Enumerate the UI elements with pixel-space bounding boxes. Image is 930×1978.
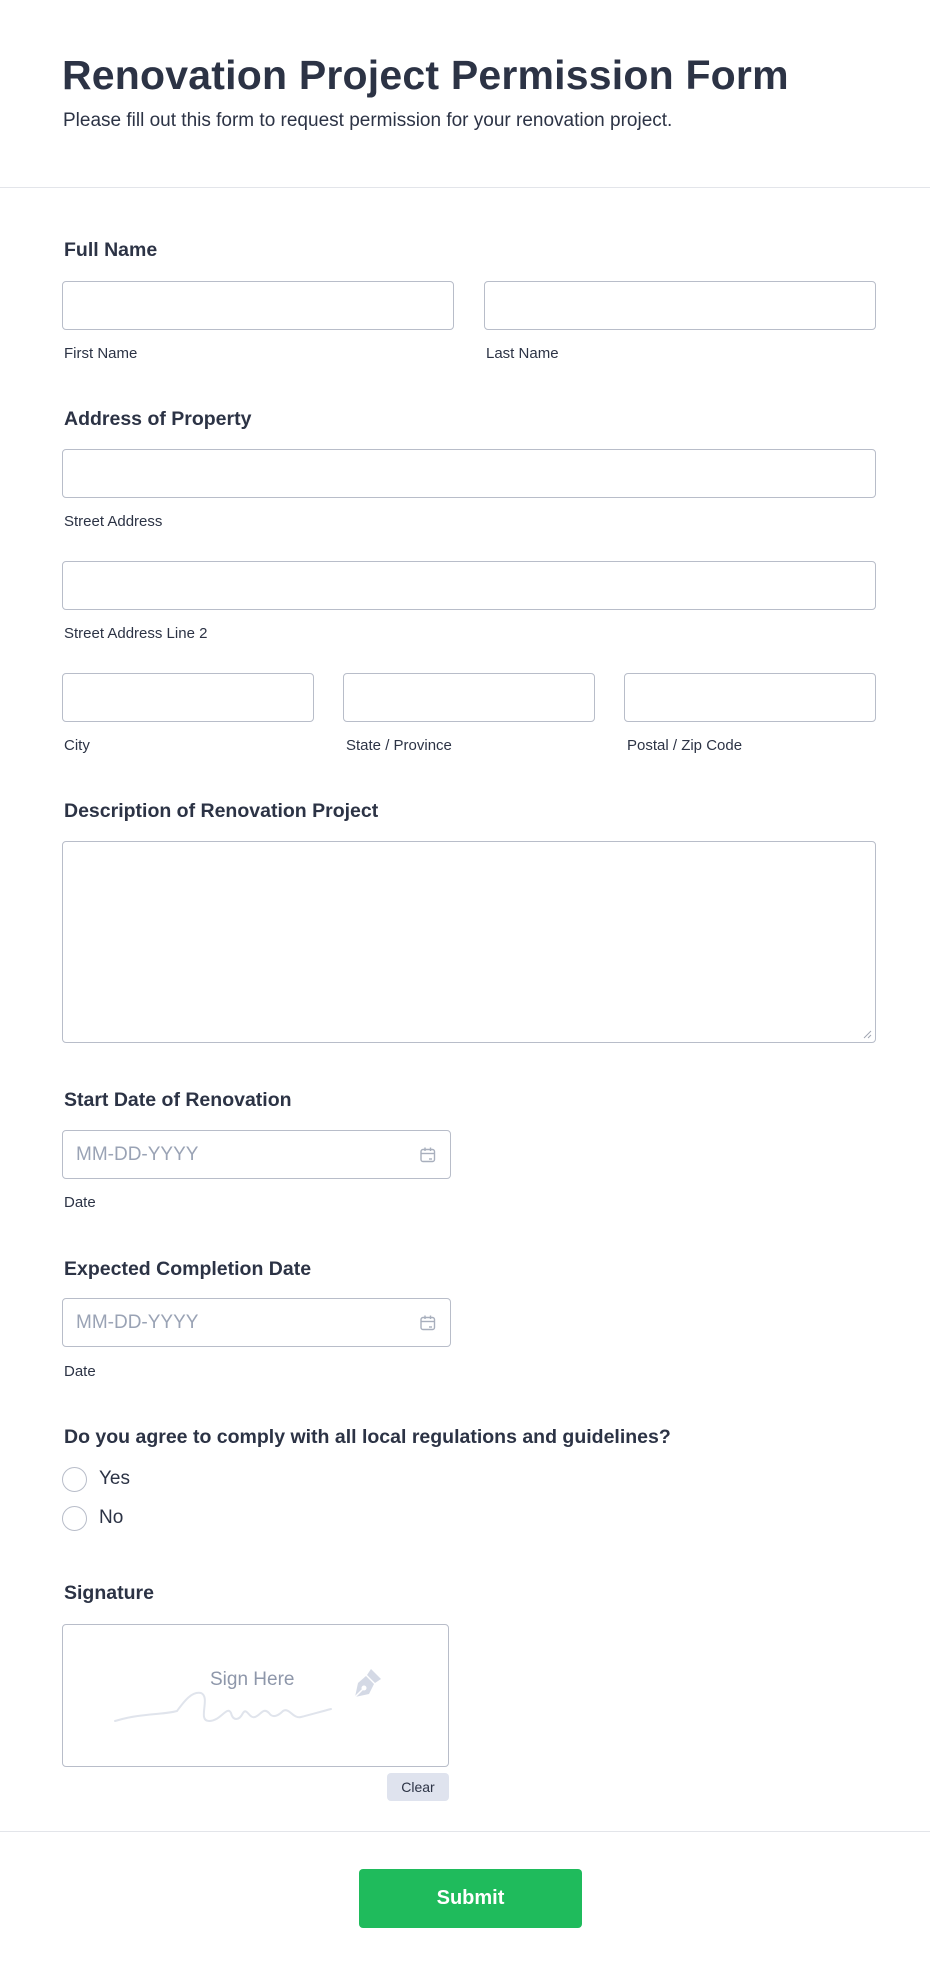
resize-grip-icon[interactable]: [862, 1029, 872, 1039]
full-name-label: Full Name: [64, 239, 158, 261]
state-input[interactable]: [343, 673, 595, 722]
completion-date-placeholder: MM-DD-YYYY: [76, 1312, 199, 1333]
start-date-input[interactable]: [62, 1130, 451, 1179]
radio-label-no: No: [99, 1507, 124, 1528]
street-address-input[interactable]: [62, 449, 876, 498]
start-date-sublabel: Date: [64, 1194, 96, 1211]
last-name-sublabel: Last Name: [486, 345, 559, 362]
clear-signature-button[interactable]: Clear: [387, 1773, 449, 1801]
street-address-sublabel: Street Address: [64, 513, 163, 530]
city-sublabel: City: [64, 737, 90, 754]
radio-label-yes: Yes: [99, 1468, 130, 1489]
form-subtitle: Please fill out this form to request permission for your renovation project.: [63, 110, 673, 131]
completion-date-input[interactable]: [62, 1298, 451, 1347]
completion-date-sublabel: Date: [64, 1363, 96, 1380]
form-title: Renovation Project Permission Form: [62, 52, 789, 98]
city-input[interactable]: [62, 673, 314, 722]
first-name-sublabel: First Name: [64, 345, 138, 362]
radio-option-yes[interactable]: [62, 1466, 130, 1492]
postal-code-sublabel: Postal / Zip Code: [627, 737, 743, 754]
start-date-label: Start Date of Renovation: [64, 1089, 292, 1111]
calendar-icon[interactable]: [419, 1314, 437, 1332]
calendar-icon[interactable]: [419, 1146, 437, 1164]
pen-nib-icon: [349, 1665, 385, 1701]
radio-option-no[interactable]: [62, 1505, 123, 1531]
description-label: Description of Renovation Project: [64, 800, 379, 822]
street-address-line2-input[interactable]: [62, 561, 876, 610]
signature-pad[interactable]: [62, 1624, 449, 1767]
street-address-line2-sublabel: Street Address Line 2: [64, 625, 208, 642]
last-name-input[interactable]: [484, 281, 876, 330]
radio-button[interactable]: [62, 1467, 87, 1492]
radio-button[interactable]: [62, 1506, 87, 1531]
address-label: Address of Property: [64, 408, 252, 430]
first-name-input[interactable]: [62, 281, 454, 330]
start-date-placeholder: MM-DD-YYYY: [76, 1144, 199, 1165]
footer-divider: [0, 1831, 930, 1832]
sign-here-placeholder: Sign Here: [210, 1669, 295, 1690]
description-textarea[interactable]: [62, 841, 876, 1043]
form-header: [0, 0, 930, 188]
postal-code-input[interactable]: [624, 673, 876, 722]
signature-label: Signature: [64, 1582, 154, 1604]
state-sublabel: State / Province: [346, 737, 452, 754]
submit-button[interactable]: Submit: [359, 1869, 582, 1928]
agreement-question: Do you agree to comply with all local regulations and guidelines?: [64, 1426, 671, 1448]
completion-date-label: Expected Completion Date: [64, 1258, 312, 1280]
